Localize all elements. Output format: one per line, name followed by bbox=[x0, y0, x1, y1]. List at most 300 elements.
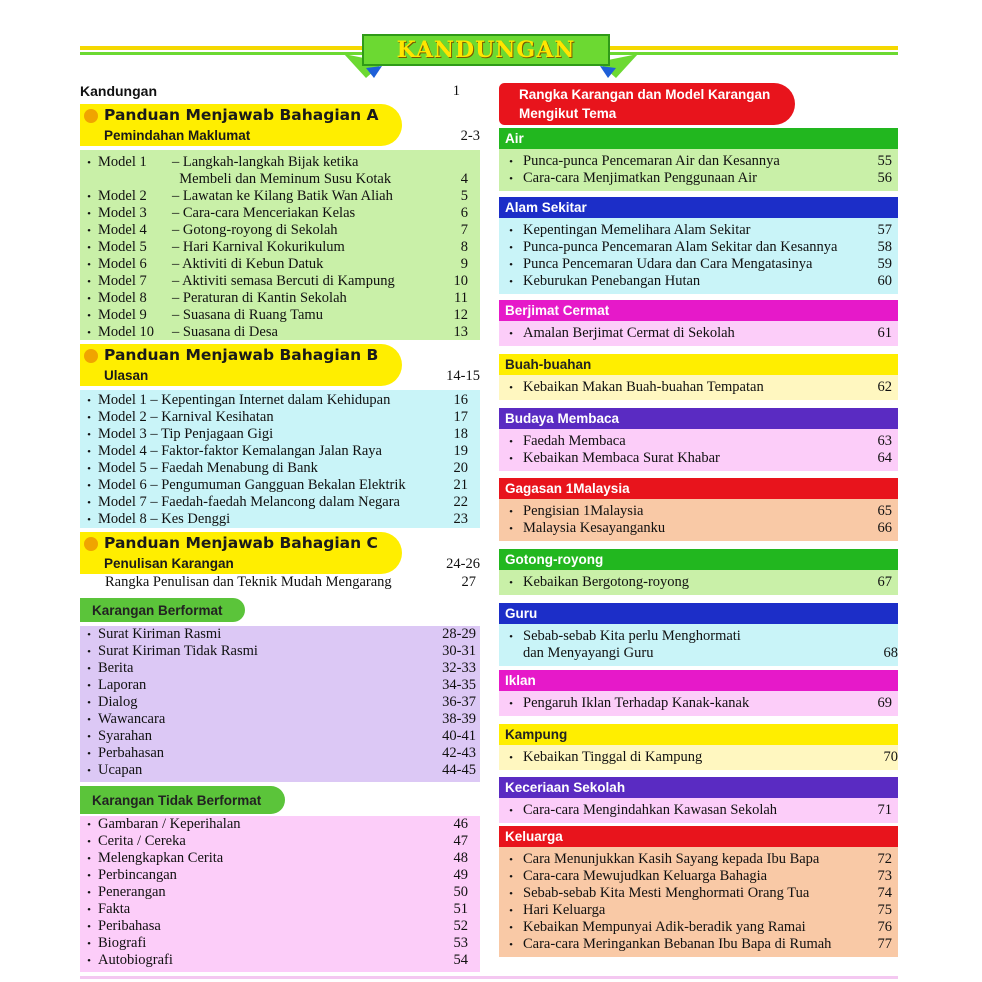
list-item[interactable] bbox=[80, 711, 480, 728]
theme-header-alam-sekitar[interactable]: Alam Sekitar bbox=[499, 197, 898, 218]
page-number: 75 bbox=[877, 902, 892, 918]
berformat-header[interactable]: Karangan Berformat bbox=[80, 598, 245, 622]
item-text: dan Menyayangi Guru bbox=[523, 645, 654, 661]
section-a-pages: 2-3 bbox=[460, 128, 480, 144]
toc-intro-page: 1 bbox=[452, 83, 460, 99]
bullet-icon: • bbox=[509, 258, 513, 271]
bullet-icon: • bbox=[87, 628, 91, 641]
bullet-icon: • bbox=[509, 155, 513, 168]
theme-body bbox=[499, 745, 898, 770]
bullet-icon: • bbox=[87, 696, 91, 709]
bullet-icon: • bbox=[87, 835, 91, 848]
bullet-icon: • bbox=[87, 496, 91, 509]
page-number: 40-41 bbox=[442, 728, 476, 744]
list-item[interactable] bbox=[80, 409, 480, 426]
page-number: 12 bbox=[453, 307, 468, 323]
theme-item[interactable] bbox=[499, 170, 898, 187]
item-text: Peribahasa bbox=[98, 918, 161, 934]
list-item[interactable] bbox=[80, 816, 480, 833]
bullet-icon: • bbox=[87, 818, 91, 831]
page-number: 48 bbox=[453, 850, 468, 866]
page-number: 60 bbox=[877, 273, 892, 289]
bullet-icon: • bbox=[87, 445, 91, 458]
item-text: Kebaikan Tinggal di Kampung bbox=[523, 749, 703, 765]
bullet-icon: • bbox=[87, 886, 91, 899]
page-number: 18 bbox=[453, 426, 468, 442]
list-item[interactable] bbox=[80, 511, 480, 528]
item-text: Model 8 – Kes Denggi bbox=[98, 511, 231, 527]
theme-header-buah-buahan[interactable]: Buah-buahan bbox=[499, 354, 898, 375]
bullet-icon: • bbox=[87, 713, 91, 726]
model-label: Model 6 bbox=[98, 256, 147, 272]
section-b-list bbox=[80, 390, 480, 528]
item-text: Wawancara bbox=[98, 711, 166, 727]
theme-header-gagasan-1malaysia[interactable]: Gagasan 1Malaysia bbox=[499, 478, 898, 499]
bullet-icon: • bbox=[87, 394, 91, 407]
theme-item[interactable] bbox=[499, 379, 898, 396]
bullet-icon: • bbox=[509, 275, 513, 288]
list-item[interactable] bbox=[80, 728, 480, 745]
theme-header-iklan[interactable]: Iklan bbox=[499, 670, 898, 691]
list-item[interactable] bbox=[80, 918, 480, 935]
theme-item[interactable] bbox=[499, 450, 898, 467]
rangka-header[interactable] bbox=[499, 83, 795, 125]
page-number: 71 bbox=[877, 802, 892, 818]
page-number: 22 bbox=[453, 494, 468, 510]
list-item[interactable] bbox=[80, 626, 480, 643]
bullet-icon: • bbox=[509, 505, 513, 518]
item-text: Autobiografi bbox=[98, 952, 173, 968]
bullet-icon: • bbox=[509, 576, 513, 589]
page-number: 64 bbox=[877, 450, 892, 466]
item-text: Cerita / Cereka bbox=[98, 833, 186, 849]
list-item[interactable] bbox=[80, 762, 480, 779]
toc-intro-label: Kandungan bbox=[80, 83, 157, 99]
page-number: 9 bbox=[460, 256, 468, 272]
theme-item[interactable] bbox=[499, 256, 898, 273]
section-a-title: Panduan Menjawab Bahagian A bbox=[104, 106, 379, 124]
item-text: Cara-cara Mengindahkan Kawasan Sekolah bbox=[523, 802, 778, 818]
list-item[interactable] bbox=[80, 867, 480, 884]
bullet-icon: • bbox=[87, 258, 91, 271]
model-title: – Hari Karnival Kokurikulum bbox=[172, 239, 345, 255]
theme-item[interactable] bbox=[499, 749, 898, 766]
bullet-icon: • bbox=[87, 869, 91, 882]
section-a-item[interactable] bbox=[80, 307, 480, 324]
tidak-berformat-list bbox=[80, 816, 480, 972]
list-item[interactable] bbox=[80, 935, 480, 952]
bullet-icon: • bbox=[509, 804, 513, 817]
item-text: Punca-punca Pencemaran Air dan Kesannya bbox=[523, 153, 780, 169]
list-item[interactable] bbox=[80, 494, 480, 511]
page-number: 72 bbox=[877, 851, 892, 867]
list-item[interactable] bbox=[80, 952, 480, 969]
theme-body bbox=[499, 624, 898, 666]
model-label: Model 9 bbox=[98, 307, 147, 323]
section-a-item[interactable] bbox=[80, 239, 480, 256]
bullet-icon: • bbox=[87, 190, 91, 203]
model-title: – Suasana di Ruang Tamu bbox=[172, 307, 323, 323]
list-item[interactable] bbox=[80, 443, 480, 460]
bullet-icon: • bbox=[87, 852, 91, 865]
page-number: 5 bbox=[460, 188, 468, 204]
page-number: 34-35 bbox=[442, 677, 476, 693]
item-text: Cara Menunjukkan Kasih Sayang kepada Ibu Bapa bbox=[523, 851, 820, 867]
bullet-icon: • bbox=[87, 513, 91, 526]
section-a-header[interactable] bbox=[80, 104, 402, 146]
page-number: 66 bbox=[877, 520, 892, 536]
bullet-icon: • bbox=[87, 224, 91, 237]
header-line-left-yellow bbox=[80, 46, 362, 50]
item-text: Pengisian 1Malaysia bbox=[523, 503, 644, 519]
theme-item[interactable] bbox=[499, 222, 898, 239]
theme-body bbox=[499, 149, 898, 191]
page-number: 70 bbox=[883, 749, 898, 765]
bullet-icon: • bbox=[509, 887, 513, 900]
page-title: KANDUNGAN bbox=[362, 34, 610, 66]
item-text: Model 2 – Karnival Kesihatan bbox=[98, 409, 274, 425]
theme-item[interactable] bbox=[499, 851, 898, 868]
bullet-icon: • bbox=[509, 381, 513, 394]
model-label: Model 8 bbox=[98, 290, 147, 306]
page-number: 17 bbox=[453, 409, 468, 425]
page-number: 57 bbox=[877, 222, 892, 238]
section-c-extra-row[interactable] bbox=[105, 574, 480, 591]
theme-item[interactable] bbox=[499, 433, 898, 450]
page-number: 44-45 bbox=[442, 762, 476, 778]
theme-body bbox=[499, 847, 898, 957]
bullet-dot-icon bbox=[84, 109, 98, 123]
model-title: – Aktiviti semasa Bercuti di Kampung bbox=[172, 273, 395, 289]
bullet-dot-icon bbox=[84, 537, 98, 551]
list-item[interactable] bbox=[80, 677, 480, 694]
rangka-title-line2: Mengikut Tema bbox=[519, 106, 617, 121]
list-item[interactable] bbox=[80, 884, 480, 901]
item-text: Hari Keluarga bbox=[523, 902, 606, 918]
theme-body bbox=[499, 429, 898, 471]
item-text: Model 1 – Kepentingan Internet dalam Kehidupan bbox=[98, 392, 391, 408]
theme-header-guru[interactable]: Guru bbox=[499, 603, 898, 624]
theme-header-kampung[interactable]: Kampung bbox=[499, 724, 898, 745]
bullet-icon: • bbox=[87, 920, 91, 933]
list-item[interactable] bbox=[80, 643, 480, 660]
item-text: Perbincangan bbox=[98, 867, 177, 883]
model-label: Model 3 bbox=[98, 205, 147, 221]
page-number: 50 bbox=[453, 884, 468, 900]
theme-body bbox=[499, 798, 898, 823]
item-text: Laporan bbox=[98, 677, 147, 693]
item-text: Kebaikan Makan Buah-buahan Tempatan bbox=[523, 379, 764, 395]
model-label: Model 10 bbox=[98, 324, 154, 340]
page-number: 19 bbox=[453, 443, 468, 459]
page-number: 73 bbox=[877, 868, 892, 884]
bullet-icon: • bbox=[509, 522, 513, 535]
page-number: 36-37 bbox=[442, 694, 476, 710]
section-a-item[interactable] bbox=[80, 256, 480, 273]
section-b-title: Panduan Menjawab Bahagian B bbox=[104, 346, 379, 364]
bullet-icon: • bbox=[87, 292, 91, 305]
page-number: 42-43 bbox=[442, 745, 476, 761]
model-label: Model 1 bbox=[98, 154, 147, 170]
bullet-icon: • bbox=[87, 156, 91, 169]
theme-body bbox=[499, 218, 898, 294]
item-text: Surat Kiriman Rasmi bbox=[98, 626, 222, 642]
page-number: 13 bbox=[453, 324, 468, 340]
section-a-item[interactable] bbox=[80, 324, 480, 341]
page-number: 21 bbox=[453, 477, 468, 493]
item-text: Kebaikan Bergotong-royong bbox=[523, 574, 690, 590]
item-text: Model 5 – Faedah Menabung di Bank bbox=[98, 460, 318, 476]
section-a-item[interactable] bbox=[80, 222, 480, 239]
section-a-item[interactable] bbox=[80, 290, 480, 307]
page-number: 62 bbox=[877, 379, 892, 395]
bullet-icon: • bbox=[87, 747, 91, 760]
berformat-list bbox=[80, 626, 480, 782]
page-number: 63 bbox=[877, 433, 892, 449]
item-text: Malaysia Kesayanganku bbox=[523, 520, 666, 536]
bullet-icon: • bbox=[87, 937, 91, 950]
item-text: Surat Kiriman Tidak Rasmi bbox=[98, 643, 258, 659]
list-item[interactable] bbox=[80, 694, 480, 711]
section-a-item[interactable] bbox=[80, 188, 480, 205]
bullet-icon: • bbox=[87, 662, 91, 675]
theme-item[interactable] bbox=[499, 574, 898, 591]
page-number: 67 bbox=[877, 574, 892, 590]
bullet-icon: • bbox=[509, 630, 513, 643]
bullet-icon: • bbox=[87, 207, 91, 220]
theme-item[interactable] bbox=[499, 628, 898, 645]
page-number: 56 bbox=[877, 170, 892, 186]
page-number: 54 bbox=[453, 952, 468, 968]
page-number: 16 bbox=[453, 392, 468, 408]
theme-item[interactable] bbox=[499, 885, 898, 902]
theme-item[interactable] bbox=[499, 695, 898, 712]
model-title: – Langkah-langkah Bijak ketika bbox=[172, 154, 359, 170]
rangka-title-line1: Rangka Karangan dan Model Karangan bbox=[519, 87, 771, 102]
page-number: 74 bbox=[877, 885, 892, 901]
theme-item[interactable] bbox=[499, 520, 898, 537]
item-text: Berita bbox=[98, 660, 134, 676]
theme-header-keceriaan-sekolah[interactable]: Keceriaan Sekolah bbox=[499, 777, 898, 798]
bullet-icon: • bbox=[87, 954, 91, 967]
page-number: 55 bbox=[877, 153, 892, 169]
bottom-divider bbox=[80, 976, 898, 979]
page-number: 32-33 bbox=[442, 660, 476, 676]
section-c-extra-text: Rangka Penulisan dan Teknik Mudah Mengarang bbox=[105, 574, 392, 590]
list-item[interactable] bbox=[80, 901, 480, 918]
theme-body bbox=[499, 499, 898, 541]
page-number: 77 bbox=[877, 936, 892, 952]
section-a-item[interactable] bbox=[80, 273, 480, 290]
bullet-icon: • bbox=[509, 435, 513, 448]
theme-header-budaya-membaca[interactable]: Budaya Membaca bbox=[499, 408, 898, 429]
section-a-list bbox=[80, 150, 480, 340]
item-text: Punca Pencemaran Udara dan Cara Mengatasinya bbox=[523, 256, 813, 272]
theme-header-gotong-royong[interactable]: Gotong-royong bbox=[499, 549, 898, 570]
theme-item[interactable] bbox=[499, 868, 898, 885]
item-text: Model 3 – Tip Penjagaan Gigi bbox=[98, 426, 274, 442]
theme-item[interactable] bbox=[499, 153, 898, 170]
bullet-icon: • bbox=[509, 921, 513, 934]
tidak-berformat-header[interactable]: Karangan Tidak Berformat bbox=[80, 786, 285, 814]
item-text: Model 4 – Faktor-faktor Kemalangan Jalan Raya bbox=[98, 443, 382, 459]
item-text: Dialog bbox=[98, 694, 138, 710]
bullet-icon: • bbox=[509, 697, 513, 710]
bullet-icon: • bbox=[87, 411, 91, 424]
bullet-icon: • bbox=[509, 224, 513, 237]
theme-item[interactable] bbox=[499, 645, 898, 662]
bullet-icon: • bbox=[87, 241, 91, 254]
page-number: 65 bbox=[877, 503, 892, 519]
item-text: Kepentingan Memelihara Alam Sekitar bbox=[523, 222, 751, 238]
section-a-item[interactable] bbox=[80, 154, 480, 171]
theme-body bbox=[499, 691, 898, 716]
page-number: 7 bbox=[460, 222, 468, 238]
model-label: Model 7 bbox=[98, 273, 147, 289]
header-line-right-green bbox=[610, 52, 898, 55]
bullet-icon: • bbox=[87, 479, 91, 492]
bullet-icon: • bbox=[87, 309, 91, 322]
bullet-icon: • bbox=[87, 326, 91, 339]
page-number: 68 bbox=[883, 645, 898, 661]
model-title: – Aktiviti di Kebun Datuk bbox=[172, 256, 324, 272]
bullet-icon: • bbox=[509, 853, 513, 866]
item-text: Perbahasan bbox=[98, 745, 165, 761]
list-item[interactable] bbox=[80, 477, 480, 494]
page-number: 49 bbox=[453, 867, 468, 883]
theme-header-berjimat-cermat[interactable]: Berjimat Cermat bbox=[499, 300, 898, 321]
page-number: 76 bbox=[877, 919, 892, 935]
item-text: Pengaruh Iklan Terhadap Kanak-kanak bbox=[523, 695, 750, 711]
bullet-icon: • bbox=[509, 751, 513, 764]
header-line-right-yellow bbox=[610, 46, 898, 50]
section-b-header[interactable] bbox=[80, 344, 402, 386]
page-number: 6 bbox=[460, 205, 468, 221]
theme-item[interactable] bbox=[499, 902, 898, 919]
bullet-icon: • bbox=[509, 327, 513, 340]
section-a-subtitle: Pemindahan Maklumat bbox=[104, 128, 251, 143]
list-item[interactable] bbox=[80, 660, 480, 677]
page-number: 58 bbox=[877, 239, 892, 255]
model-title: Membeli dan Meminum Susu Kotak bbox=[172, 171, 392, 187]
list-item[interactable] bbox=[80, 833, 480, 850]
toc-intro-row[interactable] bbox=[80, 83, 480, 100]
bullet-icon: • bbox=[509, 938, 513, 951]
theme-item[interactable] bbox=[499, 503, 898, 520]
section-a-item[interactable] bbox=[80, 205, 480, 222]
page-number: 4 bbox=[460, 171, 468, 187]
page-number: 53 bbox=[453, 935, 468, 951]
item-text: Ucapan bbox=[98, 762, 143, 778]
theme-item[interactable] bbox=[499, 919, 898, 936]
item-text: Syarahan bbox=[98, 728, 152, 744]
list-item[interactable] bbox=[80, 392, 480, 409]
item-text: Punca-punca Pencemaran Alam Sekitar dan Kesannya bbox=[523, 239, 838, 255]
list-item[interactable] bbox=[80, 460, 480, 477]
item-text: Sebab-sebab Kita Mesti Menghormati Orang Tua bbox=[523, 885, 810, 901]
item-text: Fakta bbox=[98, 901, 131, 917]
item-text: Amalan Berjimat Cermat di Sekolah bbox=[523, 325, 735, 341]
page-number: 10 bbox=[453, 273, 468, 289]
section-c-header[interactable] bbox=[80, 532, 402, 574]
item-text: Cara-cara Meringankan Bebanan Ibu Bapa di Rumah bbox=[523, 936, 832, 952]
bullet-icon: • bbox=[87, 462, 91, 475]
model-title: – Cara-cara Menceriakan Kelas bbox=[172, 205, 356, 221]
bullet-icon: • bbox=[509, 904, 513, 917]
theme-item[interactable] bbox=[499, 325, 898, 342]
item-text: Gambaran / Keperihalan bbox=[98, 816, 241, 832]
section-c-pages: 24-26 bbox=[446, 556, 480, 572]
bullet-icon: • bbox=[509, 452, 513, 465]
item-text: Keburukan Penebangan Hutan bbox=[523, 273, 701, 289]
theme-item[interactable] bbox=[499, 936, 898, 953]
page-number: 59 bbox=[877, 256, 892, 272]
theme-body bbox=[499, 321, 898, 346]
item-text: Biografi bbox=[98, 935, 147, 951]
item-text: Cara-cara Menjimatkan Penggunaan Air bbox=[523, 170, 757, 186]
item-text: Kebaikan Membaca Surat Khabar bbox=[523, 450, 720, 466]
item-text: Sebab-sebab Kita perlu Menghormati bbox=[523, 628, 741, 644]
bullet-dot-icon bbox=[84, 349, 98, 363]
page-number: 47 bbox=[453, 833, 468, 849]
model-title: – Suasana di Desa bbox=[172, 324, 278, 340]
bullet-icon: • bbox=[509, 241, 513, 254]
bullet-icon: • bbox=[87, 730, 91, 743]
section-c-subtitle: Penulisan Karangan bbox=[104, 556, 234, 571]
page-number: 69 bbox=[877, 695, 892, 711]
theme-item[interactable] bbox=[499, 239, 898, 256]
theme-item[interactable] bbox=[499, 273, 898, 290]
bullet-icon: • bbox=[87, 903, 91, 916]
theme-header-keluarga[interactable]: Keluarga bbox=[499, 826, 898, 847]
item-text: Kebaikan Mempunyai Adik-beradik yang Ramai bbox=[523, 919, 806, 935]
item-text: Cara-cara Mewujudkan Keluarga Bahagia bbox=[523, 868, 768, 884]
page-number: 52 bbox=[453, 918, 468, 934]
list-item[interactable] bbox=[80, 745, 480, 762]
bullet-icon: • bbox=[87, 679, 91, 692]
model-label: Model 2 bbox=[98, 188, 147, 204]
page-number: 51 bbox=[453, 901, 468, 917]
page-number: 23 bbox=[453, 511, 468, 527]
theme-item[interactable] bbox=[499, 802, 898, 819]
page-number: 30-31 bbox=[442, 643, 476, 659]
bullet-icon: • bbox=[87, 764, 91, 777]
theme-body bbox=[499, 375, 898, 400]
bullet-icon: • bbox=[87, 645, 91, 658]
list-item[interactable] bbox=[80, 426, 480, 443]
model-title: – Peraturan di Kantin Sekolah bbox=[172, 290, 347, 306]
header-line-left-green bbox=[80, 52, 362, 55]
model-label: Model 4 bbox=[98, 222, 147, 238]
bullet-icon: • bbox=[87, 275, 91, 288]
item-text: Melengkapkan Cerita bbox=[98, 850, 224, 866]
section-a-item[interactable] bbox=[80, 171, 480, 188]
page-number: 8 bbox=[460, 239, 468, 255]
section-b-pages: 14-15 bbox=[446, 368, 480, 384]
theme-header-air[interactable]: Air bbox=[499, 128, 898, 149]
section-b-subtitle: Ulasan bbox=[104, 368, 149, 383]
page-number: 61 bbox=[877, 325, 892, 341]
list-item[interactable] bbox=[80, 850, 480, 867]
item-text: Faedah Membaca bbox=[523, 433, 626, 449]
bullet-icon: • bbox=[509, 172, 513, 185]
page-number: 11 bbox=[454, 290, 468, 306]
bullet-icon: • bbox=[509, 870, 513, 883]
page-number: 28-29 bbox=[442, 626, 476, 642]
model-label: Model 5 bbox=[98, 239, 147, 255]
model-title: – Gotong-royong di Sekolah bbox=[172, 222, 338, 238]
theme-body bbox=[499, 570, 898, 595]
